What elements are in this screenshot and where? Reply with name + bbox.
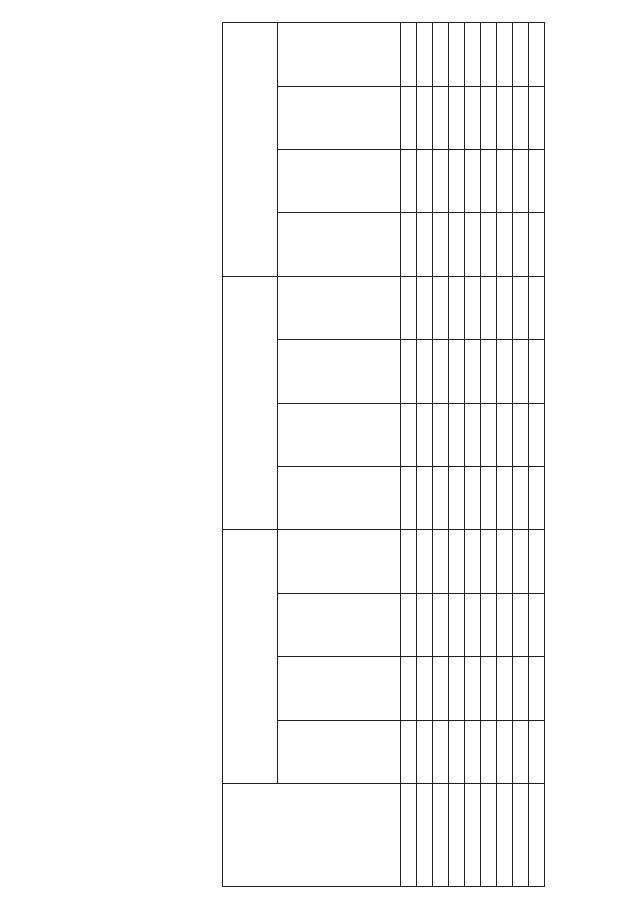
value-cell	[513, 213, 529, 276]
table-group-header-row	[223, 23, 278, 887]
district-name-cell	[433, 784, 449, 887]
value-cell	[497, 720, 513, 783]
value-cell	[449, 466, 465, 529]
value-cell	[513, 276, 529, 339]
value-cell	[417, 593, 433, 656]
value-cell	[401, 720, 417, 783]
table-row	[401, 23, 417, 887]
column-header	[278, 213, 401, 276]
value-cell	[481, 86, 497, 149]
value-cell	[513, 466, 529, 529]
value-cell	[465, 340, 481, 403]
header-line	[65, 40, 80, 270]
value-cell	[481, 593, 497, 656]
value-cell	[497, 530, 513, 593]
value-cell	[513, 23, 529, 87]
value-cell	[513, 340, 529, 403]
header-line	[35, 40, 50, 270]
value-cell	[497, 403, 513, 466]
value-cell	[449, 149, 465, 212]
district-name-cell	[513, 784, 529, 887]
value-cell	[529, 466, 545, 529]
value-cell	[497, 593, 513, 656]
table-row	[449, 23, 465, 887]
value-cell	[513, 86, 529, 149]
value-cell	[529, 276, 545, 339]
column-header	[278, 23, 401, 87]
standards-table-wrap	[222, 22, 545, 887]
value-cell	[417, 213, 433, 276]
value-cell	[465, 23, 481, 87]
table-row	[513, 23, 529, 887]
district-name-cell	[529, 784, 545, 887]
value-cell	[401, 340, 417, 403]
value-cell	[465, 86, 481, 149]
value-cell	[449, 593, 465, 656]
value-cell	[401, 403, 417, 466]
value-cell	[497, 657, 513, 720]
column-header	[278, 657, 401, 720]
value-cell	[481, 403, 497, 466]
column-header	[278, 720, 401, 783]
value-cell	[449, 403, 465, 466]
value-cell	[433, 213, 449, 276]
value-cell	[481, 276, 497, 339]
value-cell	[513, 403, 529, 466]
value-cell	[449, 340, 465, 403]
value-cell	[417, 23, 433, 87]
value-cell	[401, 149, 417, 212]
column-header	[278, 403, 401, 466]
value-cell	[433, 340, 449, 403]
value-cell	[497, 149, 513, 212]
column-header	[278, 340, 401, 403]
value-cell	[513, 593, 529, 656]
value-cell	[497, 213, 513, 276]
value-cell	[433, 466, 449, 529]
value-cell	[417, 657, 433, 720]
table-column-header-row	[278, 23, 401, 887]
value-cell	[433, 593, 449, 656]
table-row	[497, 23, 513, 887]
header-line	[20, 40, 35, 270]
value-cell	[401, 276, 417, 339]
value-cell	[465, 149, 481, 212]
value-cell	[481, 149, 497, 212]
value-cell	[449, 530, 465, 593]
table-row	[481, 23, 497, 887]
value-cell	[417, 720, 433, 783]
value-cell	[481, 213, 497, 276]
district-name-cell	[497, 784, 513, 887]
table-body	[401, 23, 545, 887]
value-cell	[497, 340, 513, 403]
value-cell	[529, 149, 545, 212]
table-row	[433, 23, 449, 887]
title-block	[90, 30, 188, 875]
value-cell	[433, 657, 449, 720]
value-cell	[417, 86, 433, 149]
column-header	[278, 276, 401, 339]
value-cell	[449, 213, 465, 276]
value-cell	[417, 530, 433, 593]
value-cell	[529, 720, 545, 783]
value-cell	[529, 530, 545, 593]
column-header	[278, 86, 401, 149]
value-cell	[497, 466, 513, 529]
value-cell	[513, 720, 529, 783]
value-cell	[529, 86, 545, 149]
column-header	[278, 593, 401, 656]
district-name-cell	[401, 784, 417, 887]
district-name-cell	[481, 784, 497, 887]
district-name-cell	[417, 784, 433, 887]
group-header	[223, 23, 278, 277]
value-cell	[497, 23, 513, 87]
header-line	[50, 40, 65, 270]
table-row	[417, 23, 433, 887]
table-row	[465, 23, 481, 887]
value-cell	[417, 276, 433, 339]
value-cell	[401, 23, 417, 87]
value-cell	[449, 86, 465, 149]
column-header	[278, 149, 401, 212]
group-header	[223, 530, 278, 784]
value-cell	[433, 720, 449, 783]
value-cell	[449, 657, 465, 720]
value-cell	[465, 276, 481, 339]
value-cell	[433, 530, 449, 593]
value-cell	[433, 23, 449, 87]
value-cell	[465, 593, 481, 656]
table-row	[529, 23, 545, 887]
column-header	[278, 530, 401, 593]
value-cell	[433, 403, 449, 466]
value-cell	[433, 276, 449, 339]
value-cell	[529, 593, 545, 656]
value-cell	[513, 657, 529, 720]
value-cell	[481, 657, 497, 720]
value-cell	[481, 466, 497, 529]
value-cell	[433, 149, 449, 212]
value-cell	[465, 657, 481, 720]
value-cell	[465, 466, 481, 529]
value-cell	[401, 86, 417, 149]
value-cell	[401, 213, 417, 276]
value-cell	[417, 340, 433, 403]
value-cell	[465, 403, 481, 466]
value-cell	[465, 720, 481, 783]
document-title	[90, 30, 110, 875]
value-cell	[449, 276, 465, 339]
value-cell	[513, 149, 529, 212]
value-cell	[465, 213, 481, 276]
value-cell	[449, 23, 465, 87]
value-cell	[481, 530, 497, 593]
value-cell	[417, 149, 433, 212]
value-cell	[529, 340, 545, 403]
value-cell	[529, 403, 545, 466]
corner-header	[223, 784, 401, 887]
document-subtitle	[116, 30, 144, 875]
district-name-cell	[449, 784, 465, 887]
group-header	[223, 276, 278, 530]
value-cell	[401, 466, 417, 529]
value-cell	[401, 657, 417, 720]
standards-table	[222, 22, 545, 887]
value-cell	[529, 23, 545, 87]
table-heading	[154, 30, 188, 875]
district-name-cell	[465, 784, 481, 887]
value-cell	[417, 403, 433, 466]
value-cell	[449, 720, 465, 783]
value-cell	[497, 86, 513, 149]
value-cell	[401, 530, 417, 593]
value-cell	[497, 276, 513, 339]
value-cell	[433, 86, 449, 149]
value-cell	[513, 530, 529, 593]
value-cell	[401, 593, 417, 656]
approval-header	[20, 40, 80, 270]
value-cell	[417, 466, 433, 529]
value-cell	[481, 720, 497, 783]
value-cell	[481, 340, 497, 403]
value-cell	[481, 23, 497, 87]
column-header	[278, 466, 401, 529]
value-cell	[529, 657, 545, 720]
value-cell	[529, 213, 545, 276]
value-cell	[465, 530, 481, 593]
